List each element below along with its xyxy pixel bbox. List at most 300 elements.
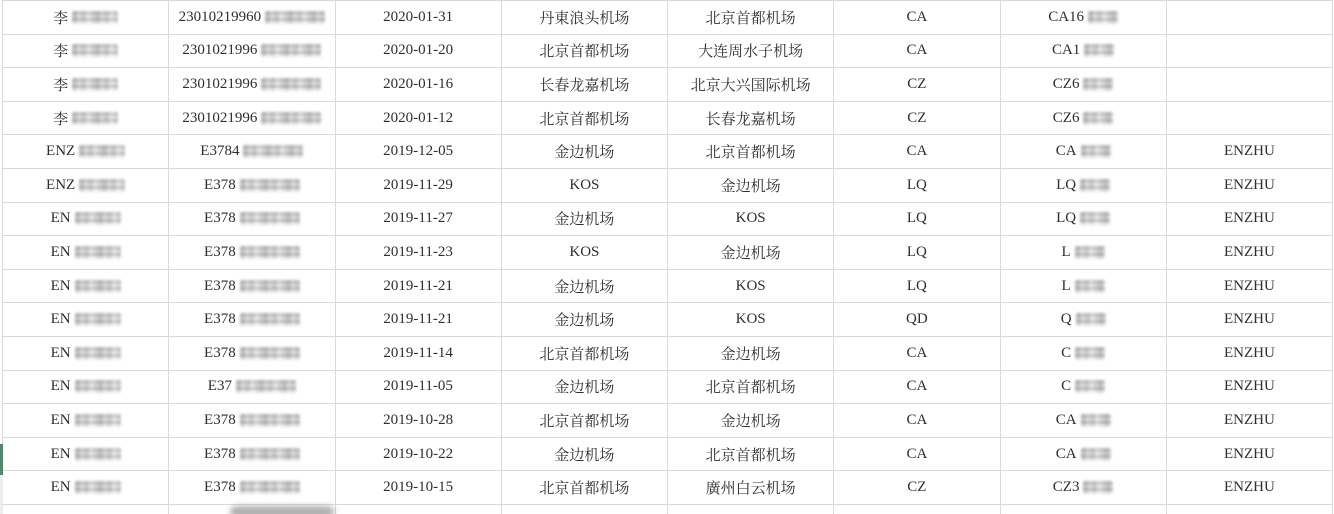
cell-airline-code bbox=[834, 135, 1000, 169]
cell-departure-airport-text: 金边机场 bbox=[554, 447, 615, 464]
cell-id-number bbox=[169, 1, 335, 35]
cell-flight-date bbox=[335, 437, 501, 471]
cell-departure-airport bbox=[501, 101, 667, 135]
cell-departure-airport-text: KOS bbox=[569, 176, 600, 193]
table-row bbox=[3, 404, 1333, 438]
redaction-mosaic bbox=[1081, 448, 1111, 461]
cell-passenger-name bbox=[3, 101, 169, 135]
next-row-blur-smudge bbox=[230, 506, 334, 514]
table-row bbox=[3, 370, 1333, 404]
left-edge-gray-marker bbox=[0, 475, 3, 514]
cell-arrival-airport-text: 金边机场 bbox=[720, 413, 781, 430]
table-row bbox=[3, 236, 1333, 270]
cell-passenger-name-text: EN bbox=[50, 243, 71, 260]
cell-flight-number bbox=[1000, 336, 1166, 370]
cell-passenger-name bbox=[3, 269, 169, 303]
redaction-mosaic bbox=[72, 44, 118, 57]
cell-passenger-tag-text: ENZHU bbox=[1223, 210, 1275, 227]
cell-id-number bbox=[169, 34, 335, 68]
cell-id-number-text: E378 bbox=[204, 445, 236, 462]
cell-passenger-name bbox=[3, 236, 169, 270]
cell-airline-code bbox=[834, 1, 1000, 35]
cell-flight-date-text: 2019-11-21 bbox=[383, 277, 453, 294]
cell-arrival-airport bbox=[668, 168, 834, 202]
cell-passenger-tag bbox=[1166, 1, 1332, 35]
cell-departure-airport bbox=[501, 336, 667, 370]
cell-flight-number bbox=[1000, 471, 1166, 505]
cell-id-number-text: E378 bbox=[204, 210, 236, 227]
table-row bbox=[3, 471, 1333, 505]
redaction-mosaic bbox=[240, 179, 300, 192]
cell-airline-code-text: CA bbox=[906, 8, 928, 25]
cell-id-number bbox=[169, 168, 335, 202]
cell-passenger-name bbox=[3, 303, 169, 337]
cell-flight-number bbox=[1000, 168, 1166, 202]
cell-passenger-name-text: EN bbox=[50, 378, 71, 395]
cell-passenger-name-text: ENZ bbox=[46, 176, 76, 193]
redaction-mosaic bbox=[265, 11, 325, 24]
cell-id-number-text: 2301021996 bbox=[182, 109, 258, 126]
cell-departure-airport bbox=[501, 1, 667, 35]
cell-departure-airport bbox=[501, 269, 667, 303]
cell-flight-number-text: L bbox=[1061, 277, 1071, 294]
cell-arrival-airport-text: 北京首都机场 bbox=[705, 380, 796, 397]
cell-flight-date-text: 2019-10-22 bbox=[383, 445, 454, 462]
cell-flight-date-text: 2020-01-31 bbox=[383, 8, 454, 25]
cell-passenger-tag bbox=[1166, 101, 1332, 135]
redaction-mosaic bbox=[75, 212, 121, 225]
cell-airline-code bbox=[834, 202, 1000, 236]
cell-airline-code bbox=[834, 68, 1000, 102]
cell-arrival-airport-text: 北京首都机场 bbox=[705, 145, 796, 162]
redaction-mosaic bbox=[1075, 380, 1105, 393]
cell-departure-airport-text: 长春龙嘉机场 bbox=[539, 77, 630, 94]
redaction-mosaic bbox=[75, 280, 121, 293]
cell-departure-airport-text: 北京首都机场 bbox=[539, 413, 630, 430]
cell-flight-date-text: 2019-11-27 bbox=[383, 210, 453, 227]
redaction-mosaic bbox=[240, 246, 300, 259]
cell-airline-code-text: CA bbox=[906, 42, 928, 59]
cell-flight-date bbox=[335, 101, 501, 135]
cell-passenger-tag-text: ENZHU bbox=[1223, 277, 1275, 294]
cell-airline-code bbox=[834, 471, 1000, 505]
cell-passenger-tag-text: ENZHU bbox=[1223, 378, 1275, 395]
cell-id-number-text: E378 bbox=[204, 311, 236, 328]
flight-records-table bbox=[2, 0, 1333, 514]
cell-airline-code bbox=[834, 437, 1000, 471]
cell-departure-airport bbox=[501, 370, 667, 404]
cell-departure-airport bbox=[501, 404, 667, 438]
cell-passenger-tag bbox=[1166, 34, 1332, 68]
table-row bbox=[3, 34, 1333, 68]
cell-arrival-airport-text: KOS bbox=[735, 277, 766, 294]
cell-flight-number bbox=[1000, 1, 1166, 35]
table-row bbox=[3, 68, 1333, 102]
cell-arrival-airport-text: 长春龙嘉机场 bbox=[705, 111, 796, 128]
cell-passenger-tag bbox=[1166, 336, 1332, 370]
cell-flight-number-text: C bbox=[1061, 344, 1072, 361]
cell-departure-airport bbox=[501, 303, 667, 337]
cell-flight-number bbox=[1000, 236, 1166, 270]
cell-passenger-tag bbox=[1166, 437, 1332, 471]
cell-passenger-tag bbox=[1166, 471, 1332, 505]
cell-passenger-name bbox=[3, 504, 169, 514]
table-row bbox=[3, 135, 1333, 169]
cell-airline-code-text: CZ bbox=[907, 76, 927, 93]
cell-id-number-text: E378 bbox=[204, 411, 236, 428]
redaction-mosaic bbox=[1075, 246, 1105, 259]
cell-id-number bbox=[169, 370, 335, 404]
cell-departure-airport bbox=[501, 202, 667, 236]
cell-passenger-tag-text: ENZHU bbox=[1223, 143, 1275, 160]
cell-passenger-name bbox=[3, 471, 169, 505]
redaction-mosaic bbox=[236, 380, 296, 393]
cell-airline-code bbox=[834, 504, 1000, 514]
redaction-mosaic bbox=[72, 11, 118, 24]
cell-departure-airport-text: 金边机场 bbox=[554, 145, 615, 162]
cell-flight-date bbox=[335, 303, 501, 337]
cell-flight-number bbox=[1000, 101, 1166, 135]
cell-passenger-tag-text: ENZHU bbox=[1223, 243, 1275, 260]
redaction-mosaic bbox=[243, 145, 303, 158]
cell-arrival-airport-text: 北京首都机场 bbox=[705, 447, 796, 464]
cell-arrival-airport bbox=[668, 135, 834, 169]
cell-flight-number-text: CZ6 bbox=[1052, 76, 1080, 93]
cell-departure-airport-text: 丹東浪头机场 bbox=[539, 10, 630, 27]
cell-departure-airport bbox=[501, 135, 667, 169]
cell-flight-number bbox=[1000, 68, 1166, 102]
redaction-mosaic bbox=[261, 78, 321, 91]
cell-flight-date-text: 2019-11-05 bbox=[383, 378, 453, 395]
cell-passenger-name bbox=[3, 1, 169, 35]
cell-flight-number bbox=[1000, 404, 1166, 438]
cell-arrival-airport bbox=[668, 269, 834, 303]
cell-id-number bbox=[169, 269, 335, 303]
cell-passenger-name bbox=[3, 68, 169, 102]
cell-passenger-tag-text: ENZHU bbox=[1223, 411, 1275, 428]
cell-id-number-text: E378 bbox=[204, 176, 236, 193]
cell-id-number-text: E37 bbox=[207, 378, 232, 395]
redaction-mosaic bbox=[1075, 280, 1105, 293]
cell-passenger-name bbox=[3, 404, 169, 438]
cell-flight-date bbox=[335, 269, 501, 303]
cell-id-number-text: E378 bbox=[204, 344, 236, 361]
cell-flight-date-text: 2019-11-29 bbox=[383, 176, 453, 193]
left-edge-green-marker bbox=[0, 444, 3, 475]
redaction-mosaic bbox=[1081, 145, 1111, 158]
cell-airline-code bbox=[834, 236, 1000, 270]
cell-passenger-tag bbox=[1166, 370, 1332, 404]
cell-departure-airport-text: 金边机场 bbox=[554, 313, 615, 330]
table-row-partial bbox=[3, 504, 1333, 514]
cell-flight-number-text: LQ bbox=[1056, 176, 1077, 193]
cell-flight-date bbox=[335, 168, 501, 202]
cell-flight-date bbox=[335, 34, 501, 68]
cell-airline-code bbox=[834, 101, 1000, 135]
cell-flight-number bbox=[1000, 34, 1166, 68]
redaction-mosaic bbox=[1088, 11, 1118, 24]
redaction-mosaic bbox=[72, 78, 118, 91]
cell-arrival-airport-text: 北京大兴国际机场 bbox=[690, 77, 811, 94]
cell-flight-date bbox=[335, 504, 501, 514]
cell-flight-date-text: 2019-11-21 bbox=[383, 311, 453, 328]
cell-id-number bbox=[169, 135, 335, 169]
cell-airline-code-text: CA bbox=[906, 378, 928, 395]
cell-passenger-tag bbox=[1166, 202, 1332, 236]
cell-id-number-text: E378 bbox=[204, 277, 236, 294]
cell-airline-code-text: CA bbox=[906, 143, 928, 160]
cell-airline-code bbox=[834, 336, 1000, 370]
redaction-mosaic bbox=[75, 246, 121, 259]
cell-passenger-name-text: EN bbox=[50, 479, 71, 496]
cell-id-number bbox=[169, 471, 335, 505]
cell-flight-date-text: 2020-01-12 bbox=[383, 109, 454, 126]
table-row bbox=[3, 168, 1333, 202]
cell-id-number bbox=[169, 202, 335, 236]
cell-passenger-tag-text: ENZHU bbox=[1223, 176, 1275, 193]
cell-flight-number-text: CZ3 bbox=[1052, 479, 1080, 496]
cell-passenger-tag bbox=[1166, 404, 1332, 438]
cell-airline-code bbox=[834, 303, 1000, 337]
redaction-mosaic bbox=[1080, 179, 1110, 192]
table-row bbox=[3, 336, 1333, 370]
cell-passenger-name-text: EN bbox=[50, 445, 71, 462]
cell-flight-date-text: 2020-01-20 bbox=[383, 42, 454, 59]
redaction-mosaic bbox=[79, 145, 125, 158]
redaction-mosaic bbox=[1081, 414, 1111, 427]
table-row bbox=[3, 269, 1333, 303]
cell-flight-date bbox=[335, 68, 501, 102]
cell-arrival-airport-text: 北京首都机场 bbox=[705, 10, 796, 27]
cell-passenger-name bbox=[3, 336, 169, 370]
redaction-mosaic bbox=[72, 112, 118, 125]
redaction-mosaic bbox=[75, 481, 121, 494]
cell-flight-date bbox=[335, 404, 501, 438]
cell-airline-code bbox=[834, 404, 1000, 438]
cell-departure-airport bbox=[501, 68, 667, 102]
redaction-mosaic bbox=[75, 448, 121, 461]
cell-id-number bbox=[169, 404, 335, 438]
cell-id-number-text: E3784 bbox=[200, 143, 240, 160]
cell-passenger-name bbox=[3, 135, 169, 169]
table-body bbox=[3, 1, 1333, 514]
cell-departure-airport bbox=[501, 471, 667, 505]
table-row bbox=[3, 437, 1333, 471]
cell-flight-number-text: LQ bbox=[1056, 210, 1077, 227]
cell-passenger-name-text: EN bbox=[50, 277, 71, 294]
cell-passenger-name-text: EN bbox=[50, 311, 71, 328]
cell-departure-airport-text: 金边机场 bbox=[554, 212, 615, 229]
cell-arrival-airport bbox=[668, 404, 834, 438]
cell-arrival-airport bbox=[668, 504, 834, 514]
cell-departure-airport-text: 北京首都机场 bbox=[539, 111, 630, 128]
cell-passenger-tag bbox=[1166, 135, 1332, 169]
cell-passenger-tag bbox=[1166, 68, 1332, 102]
cell-airline-code-text: LQ bbox=[906, 176, 927, 193]
cell-passenger-name-text: EN bbox=[50, 210, 71, 227]
cell-airline-code-text: LQ bbox=[906, 243, 927, 260]
cell-id-number bbox=[169, 68, 335, 102]
cell-arrival-airport bbox=[668, 471, 834, 505]
cell-flight-number-text: C bbox=[1061, 378, 1072, 395]
cell-flight-date-text: 2020-01-16 bbox=[383, 76, 454, 93]
redaction-mosaic bbox=[75, 380, 121, 393]
cell-id-number bbox=[169, 101, 335, 135]
cell-departure-airport-text: 北京首都机场 bbox=[539, 346, 630, 363]
redaction-mosaic bbox=[240, 481, 300, 494]
cell-flight-date bbox=[335, 471, 501, 505]
cell-id-number-text: 23010219960 bbox=[178, 8, 262, 25]
cell-flight-number-text: CA16 bbox=[1048, 8, 1085, 25]
redaction-mosaic bbox=[75, 347, 121, 360]
redaction-mosaic bbox=[240, 347, 300, 360]
cell-id-number bbox=[169, 303, 335, 337]
cell-airline-code-text: QD bbox=[906, 311, 928, 328]
redaction-mosaic bbox=[1083, 112, 1113, 125]
cell-airline-code-text: CA bbox=[906, 411, 928, 428]
cell-airline-code bbox=[834, 269, 1000, 303]
cell-flight-date bbox=[335, 135, 501, 169]
cell-flight-date-text: 2019-12-05 bbox=[383, 143, 454, 160]
cell-passenger-tag-text: ENZHU bbox=[1223, 311, 1275, 328]
cell-arrival-airport bbox=[668, 370, 834, 404]
cell-flight-number bbox=[1000, 504, 1166, 514]
cell-flight-date-text: 2019-11-23 bbox=[383, 243, 453, 260]
cell-id-number bbox=[169, 437, 335, 471]
table-row bbox=[3, 202, 1333, 236]
cell-flight-number bbox=[1000, 437, 1166, 471]
cell-arrival-airport bbox=[668, 437, 834, 471]
cell-departure-airport bbox=[501, 437, 667, 471]
cell-passenger-name-text: 李 bbox=[53, 111, 69, 128]
cell-flight-number-text: CZ6 bbox=[1052, 109, 1080, 126]
cell-flight-number-text: CA1 bbox=[1051, 42, 1081, 59]
cell-arrival-airport bbox=[668, 1, 834, 35]
cell-departure-airport-text: KOS bbox=[569, 243, 600, 260]
table-row bbox=[3, 1, 1333, 35]
cell-id-number bbox=[169, 236, 335, 270]
cell-airline-code-text: LQ bbox=[906, 210, 927, 227]
cell-passenger-name bbox=[3, 370, 169, 404]
redaction-mosaic bbox=[240, 448, 300, 461]
cell-flight-date bbox=[335, 370, 501, 404]
redaction-mosaic bbox=[1075, 347, 1105, 360]
cell-arrival-airport bbox=[668, 303, 834, 337]
table-row bbox=[3, 101, 1333, 135]
cell-passenger-tag bbox=[1166, 504, 1332, 514]
cell-departure-airport-text: 北京首都机场 bbox=[539, 44, 630, 61]
cell-id-number bbox=[169, 336, 335, 370]
cell-flight-number bbox=[1000, 370, 1166, 404]
cell-airline-code-text: CZ bbox=[907, 479, 927, 496]
cell-passenger-name-text: EN bbox=[50, 411, 71, 428]
cell-flight-date bbox=[335, 336, 501, 370]
redaction-mosaic bbox=[261, 112, 321, 125]
cell-flight-number bbox=[1000, 269, 1166, 303]
cell-passenger-name bbox=[3, 202, 169, 236]
cell-flight-number bbox=[1000, 202, 1166, 236]
cell-passenger-tag bbox=[1166, 303, 1332, 337]
redaction-mosaic bbox=[1083, 78, 1113, 91]
cell-arrival-airport-text: 金边机场 bbox=[720, 178, 781, 195]
redaction-mosaic bbox=[1084, 44, 1114, 57]
cell-flight-date-text: 2019-11-14 bbox=[383, 344, 453, 361]
cell-passenger-name bbox=[3, 437, 169, 471]
cell-departure-airport bbox=[501, 504, 667, 514]
cell-arrival-airport-text: 金边机场 bbox=[720, 346, 781, 363]
cell-airline-code bbox=[834, 168, 1000, 202]
cell-airline-code-text: LQ bbox=[906, 277, 927, 294]
cell-departure-airport bbox=[501, 168, 667, 202]
cell-flight-number-text: Q bbox=[1060, 311, 1072, 328]
cell-passenger-name-text: 李 bbox=[53, 77, 69, 94]
cell-arrival-airport bbox=[668, 68, 834, 102]
redaction-mosaic bbox=[79, 179, 125, 192]
cell-arrival-airport bbox=[668, 236, 834, 270]
cell-airline-code bbox=[834, 34, 1000, 68]
cell-passenger-name-text: ENZ bbox=[46, 143, 76, 160]
cell-flight-date-text: 2019-10-28 bbox=[383, 411, 454, 428]
cell-airline-code-text: CA bbox=[906, 344, 928, 361]
cell-passenger-name bbox=[3, 34, 169, 68]
cell-passenger-name-text: 李 bbox=[53, 44, 69, 61]
cell-passenger-name-text: 李 bbox=[53, 10, 69, 27]
redaction-mosaic bbox=[261, 44, 321, 57]
redaction-mosaic bbox=[240, 280, 300, 293]
cell-passenger-tag bbox=[1166, 269, 1332, 303]
redaction-mosaic bbox=[75, 414, 121, 427]
cell-passenger-name bbox=[3, 168, 169, 202]
cell-passenger-tag-text: ENZHU bbox=[1223, 344, 1275, 361]
cell-flight-number bbox=[1000, 135, 1166, 169]
cell-airline-code-text: CA bbox=[906, 445, 928, 462]
cell-flight-number-text: CA bbox=[1055, 445, 1077, 462]
cell-flight-date bbox=[335, 236, 501, 270]
cell-flight-date bbox=[335, 202, 501, 236]
redaction-mosaic bbox=[240, 414, 300, 427]
cell-passenger-tag-text: ENZHU bbox=[1223, 479, 1275, 496]
cell-departure-airport bbox=[501, 34, 667, 68]
redaction-mosaic bbox=[75, 313, 121, 326]
cell-arrival-airport bbox=[668, 101, 834, 135]
cell-id-number-text: E378 bbox=[204, 243, 236, 260]
cell-arrival-airport bbox=[668, 34, 834, 68]
redaction-mosaic bbox=[240, 313, 300, 326]
cell-airline-code-text: CZ bbox=[907, 109, 927, 126]
cell-airline-code bbox=[834, 370, 1000, 404]
cell-flight-number-text: CA bbox=[1055, 143, 1077, 160]
cell-passenger-tag-text: ENZHU bbox=[1223, 445, 1275, 462]
cell-arrival-airport-text: KOS bbox=[735, 210, 766, 227]
cell-departure-airport-text: 金边机场 bbox=[554, 380, 615, 397]
cell-flight-number bbox=[1000, 303, 1166, 337]
cell-departure-airport-text: 金边机场 bbox=[554, 279, 615, 296]
cell-passenger-name-text: EN bbox=[50, 344, 71, 361]
cell-arrival-airport bbox=[668, 202, 834, 236]
cell-arrival-airport bbox=[668, 336, 834, 370]
cell-passenger-tag bbox=[1166, 236, 1332, 270]
redaction-mosaic bbox=[1080, 212, 1110, 225]
cell-id-number-text: 2301021996 bbox=[182, 76, 258, 93]
cell-flight-date bbox=[335, 1, 501, 35]
redaction-mosaic bbox=[240, 212, 300, 225]
table-row bbox=[3, 303, 1333, 337]
cell-departure-airport-text: 北京首都机场 bbox=[539, 481, 630, 498]
cell-flight-number-text: CA bbox=[1055, 411, 1077, 428]
cell-passenger-tag bbox=[1166, 168, 1332, 202]
cell-id-number-text: 2301021996 bbox=[182, 42, 258, 59]
cell-arrival-airport-text: 金边机场 bbox=[720, 245, 781, 262]
